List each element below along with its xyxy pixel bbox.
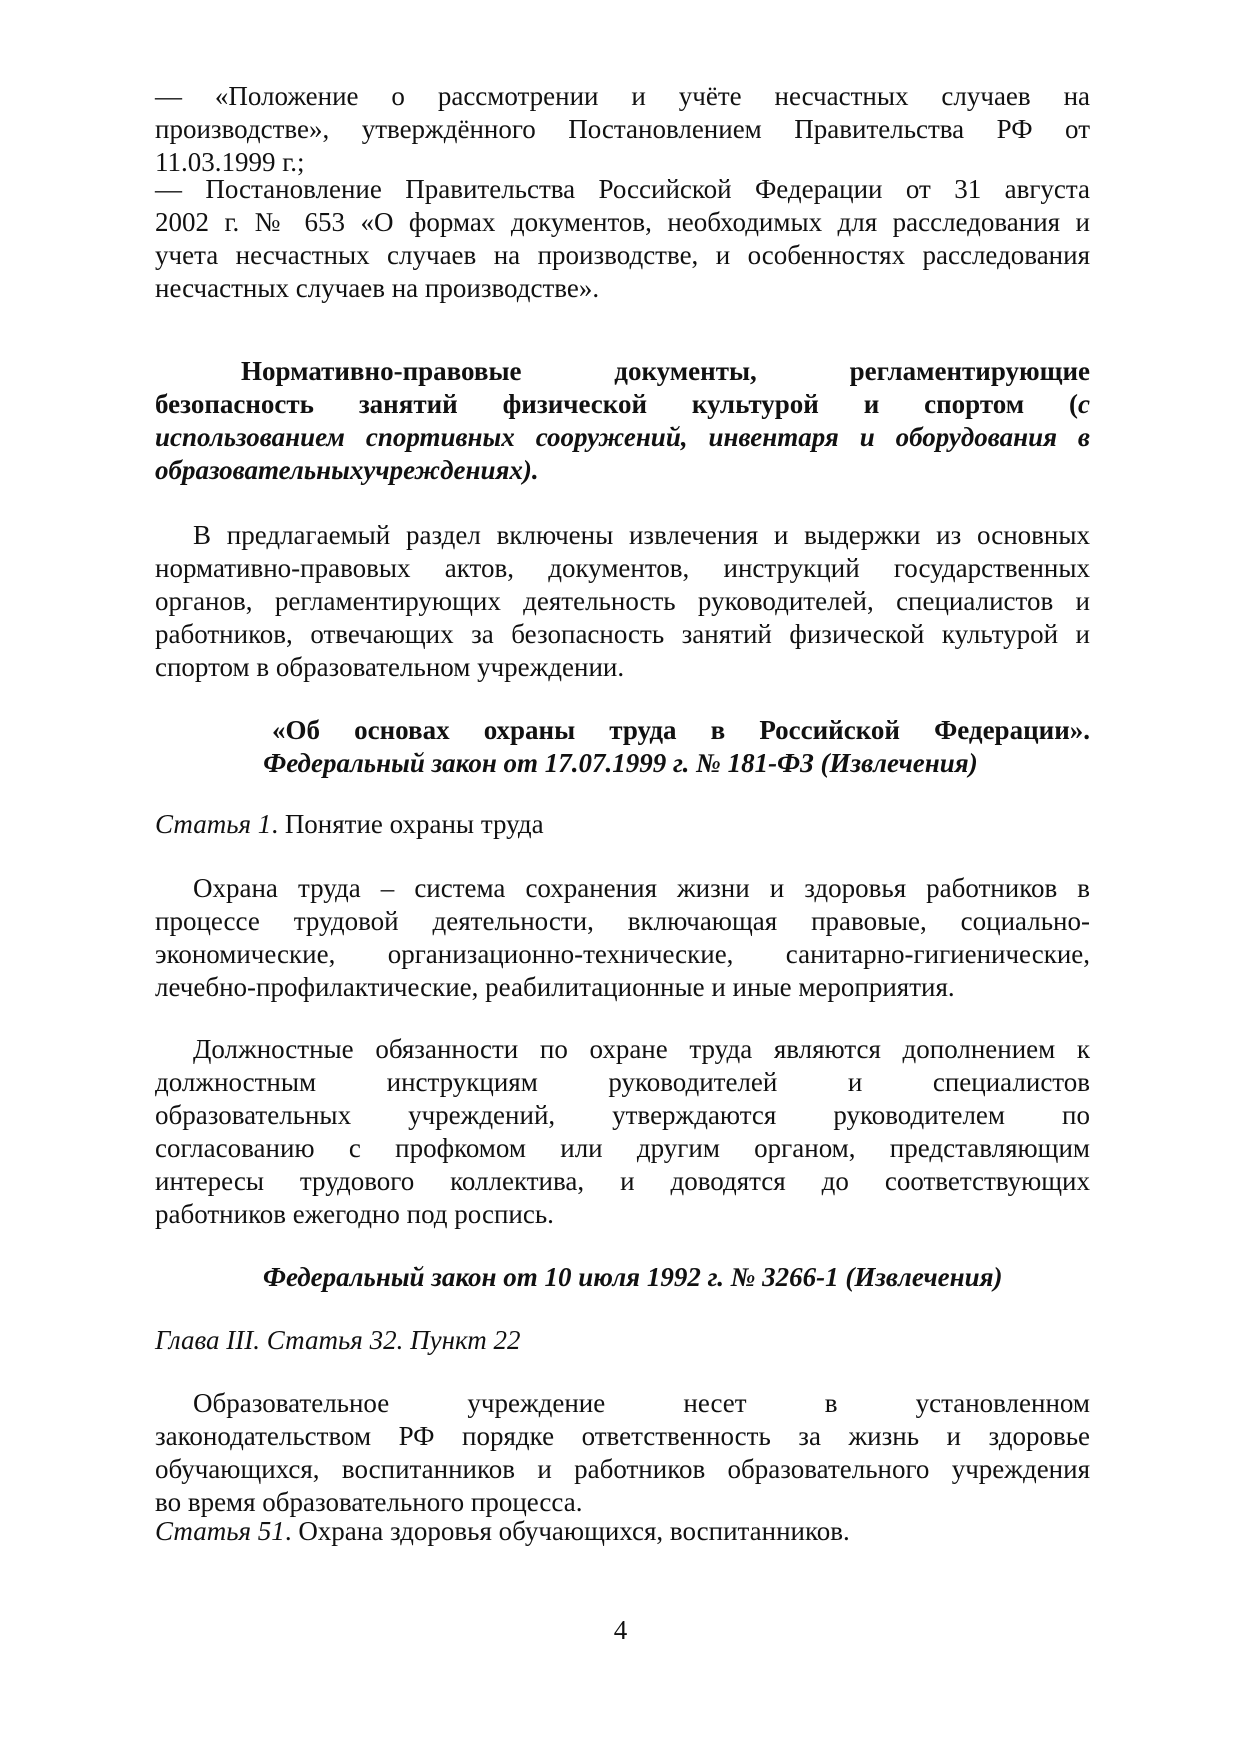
section-heading (155, 355, 1090, 487)
text-line: 2002 г. № 653 «О формах документов, необходимых для расследования и (155, 207, 1090, 237)
heading-line-mixed (155, 388, 1090, 421)
text-line: — «Положение о рассмотрении и учёте несчастных случаев на (155, 81, 1090, 111)
text-line: лечебно-профилактические, реабилитационные и иные мероприятия. (155, 972, 955, 1002)
text-line: обучающихся, воспитанников и работников образовательного учреждения (155, 1454, 1090, 1484)
heading-line: образовательныхучреждениях). (155, 455, 539, 485)
text-line: органов, регламентирующих деятельность руководителей, специалистов и (155, 586, 1090, 616)
text-line: учета несчастных случаев на производстве, и особенностях расследования (155, 240, 1090, 270)
law1-subtitle (0, 747, 990, 780)
law1-title-text: «Об основах охраны труда в Российской Федерации». (272, 715, 1090, 745)
text-line: процессе трудовой деятельности, включающая правовые, социально- (155, 906, 1090, 936)
text-line: работников, отвечающих за безопасность занятий физической культурой и (155, 619, 1090, 649)
heading-line: Нормативно-правовые документы, регламентирующие (241, 356, 1090, 386)
page-number: 4 (613, 1615, 628, 1645)
article-label: Статья 1 (155, 809, 272, 839)
text-line: во время образовательного процесса. (155, 1487, 583, 1517)
law1-subtitle-text: Федеральный закон от 17.07.1999 г. № 181-ФЗ (Извлечения) (263, 748, 978, 778)
intro-item-1 (155, 80, 1090, 179)
law2-chapter (155, 1324, 1090, 1357)
law1-paragraph-1 (155, 872, 1090, 1004)
text-line: должностным инструкциям руководителей и специалистов (155, 1067, 1090, 1097)
text-line: законодательством РФ порядке ответственность за жизнь и здоровье (155, 1421, 1090, 1451)
law2-article (155, 1515, 1090, 1548)
article-title: . Понятие охраны труда (271, 809, 544, 839)
heading-italic-text: с (1078, 389, 1090, 419)
law1-paragraph-2 (155, 1033, 1090, 1231)
text-line: несчастных случаев на производстве». (155, 273, 600, 303)
intro-item-2 (155, 173, 1090, 305)
heading-bold-text: безопасность занятий физической культурой и спортом ( (155, 389, 1079, 419)
text-line: экономические, организационно-технические, санитарно-гигиенические, (155, 939, 1090, 969)
text-line: производстве», утверждённого Постановлением Правительства РФ от (155, 114, 1090, 144)
law1-article (155, 808, 1090, 841)
law1-title (155, 714, 1090, 747)
text-line: В предлагаемый раздел включены извлечения и выдержки из основных (193, 520, 1090, 550)
law2-title-text: Федеральный закон от 10 июля 1992 г. № 3266-1 (Извлечения) (263, 1262, 1003, 1292)
section-intro-paragraph (155, 519, 1090, 684)
text-line: нормативно-правовых актов, документов, инструкций государственных (155, 553, 1090, 583)
text-line: согласованию с профкомом или другим органом, представляющим (155, 1133, 1090, 1163)
text-line: 11.03.1999 г.; (155, 147, 305, 177)
article-label: Статья 51 (155, 1516, 285, 1546)
text-line: образовательных учреждений, утверждаются руководителем по (155, 1100, 1090, 1130)
text-line: спортом в образовательном учреждении. (155, 652, 625, 682)
heading-line: использованием спортивных сооружений, инвентаря и оборудования в (155, 422, 1090, 452)
text-line: Должностные обязанности по охране труда являются дополнением к (193, 1034, 1090, 1064)
text-line: работников ежегодно под роспись. (155, 1199, 554, 1229)
text-line: — Постановление Правительства Российской Федерации от 31 августа (155, 174, 1090, 204)
text-line: интересы трудового коллектива, и доводятся до соответствующих (155, 1166, 1090, 1196)
text-line: Образовательное учреждение несет в установленном (193, 1388, 1090, 1418)
law2-title (155, 1261, 1090, 1294)
article-title: . Охрана здоровья обучающихся, воспитанников. (284, 1516, 850, 1546)
law2-paragraph (155, 1387, 1090, 1519)
chapter-label: Глава III. Статья 32. Пункт 22 (155, 1325, 521, 1355)
text-line: Охрана труда – система сохранения жизни и здоровья работников в (193, 873, 1090, 903)
